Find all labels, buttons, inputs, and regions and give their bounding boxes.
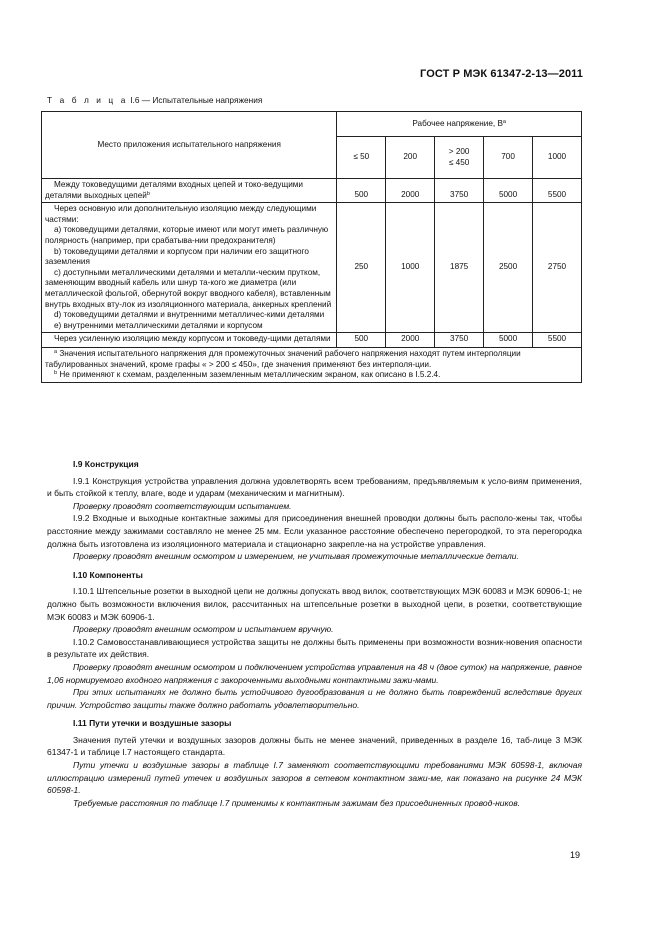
paragraph: Проверку проводят внешним осмотром и подключением устройства управления на 48 ч (двое суток) на напряжение, равное 1,06 нормируемого входного напряжения с закороченными выходными контактными зажи-мами. xyxy=(47,661,582,685)
section-heading: I.10 Компоненты xyxy=(73,569,143,580)
paragraph: Проверку проводят внешним осмотром и измерением, не учитывая промежуточные металлические детали. xyxy=(73,551,519,562)
col-header: 700 xyxy=(484,137,533,179)
paragraph: Пути утечки и воздушные зазоры в таблице I.7 заменяют соответствующими требованиями МЭК 60598-1, включая иллюстрацию измерений путей утечек и воздушных зазоров в сетевом контактном зажи-ме, как показано на рисунке 24 МЭК 60598-1. xyxy=(47,760,582,796)
body-text xyxy=(47,458,582,809)
page-number: 19 xyxy=(569,850,580,860)
paragraph: I.9.1 Конструкция устройства управления должна удовлетворять всем требованиям, предъявляемым к усло-виям применения, и быть стойкой к теплу, влаге, воде и ударам (механическим и магнитным). xyxy=(47,475,582,499)
section-heading: I.11 Пути утечки и воздушные зазоры xyxy=(73,718,232,729)
cell-value: 2000 xyxy=(386,179,435,203)
table-notes xyxy=(42,347,582,382)
paragraph: Проверку проводят внешним осмотром и испытанием вручную. xyxy=(73,624,334,635)
col-header: > 200 ≤ 450 xyxy=(435,137,484,179)
table-caption: Т а б л и ц а I.6 — Испытательные напряжения xyxy=(47,95,263,105)
paragraph: I.9.2 Входные и выходные контактные зажимы для присоединения внешней проводки должны быть располо-жены так, чтобы расстояние между зажимами составляло не менее 25 мм. Если указанное расстояние обеспечено перегородкой, то эта перегородка должна быть изготовлена из изоляционного материала и стационарно закрепле-на на устройстве управления. xyxy=(47,513,582,549)
cell-value: 5000 xyxy=(484,179,533,203)
document-header: ГОСТ Р МЭК 61347-2-13—2011 xyxy=(420,68,583,80)
test-voltage-table xyxy=(41,111,582,383)
paragraph: I.10.1 Штепсельные розетки в выходной цепи не должны допускать ввод вилок, соответствующих МЭК 60083 и МЭК 60906-1; не должно быть возможности включения вилок, рассчитанных на штепсельные розетки в выходной цепи, в розетки, соответствующие МЭК 60083 и МЭК 60906-1. xyxy=(47,586,582,622)
col-header: ≤ 50 xyxy=(337,137,386,179)
table-note: $^a$ Значения испытательного напряжения для промежуточных значений рабочего напряжения находят путем интерполяции табулированных значений, кроме графы « > 200 ≤ 450», где значения применяют без интерполя-ции. xyxy=(45,348,521,369)
cell-value: 3750 xyxy=(435,179,484,203)
cell-value: 1000 xyxy=(386,203,435,333)
table-row xyxy=(42,333,582,348)
cell-value: 500 xyxy=(337,179,386,203)
paragraph: I.10.2 Самовосстанавливающиеся устройства защиты не должны быть применены при возможности возник-новения опасности в результате их действия. xyxy=(47,636,582,660)
cell-value: 2500 xyxy=(484,203,533,333)
cell-value: 2000 xyxy=(386,333,435,348)
col-header-place: Место приложения испытательного напряжения xyxy=(42,112,337,179)
paragraph: При этих испытаниях не должно быть устойчивого дугообразования и не должно быть повреждений вследствие других причин. Устройство защиты также должно работать удовлетворительно. xyxy=(47,687,582,710)
paragraph: Требуемые расстояния по таблице I.7 применимы к контактным зажимам без присоединенных провод-ников. xyxy=(73,797,521,808)
paragraph: Значения путей утечки и воздушных зазоров должны быть не менее значений, приведенных в разделе 16, таб-лице 3 МЭК 61347-1 и таблице I.7 настоящего стандарта. xyxy=(47,734,582,758)
paragraph: Проверку проводят соответствующим испытанием. xyxy=(73,500,292,511)
row-label: Через усиленную изоляцию между корпусом и токоведу-щими деталями xyxy=(42,333,337,348)
cell-value: 5500 xyxy=(533,179,582,203)
cell-value: 5500 xyxy=(533,333,582,348)
table-note: $^b$ Не применяют к схемам, разделенным заземленным металлическим экраном, как описано в I.5.2.4. xyxy=(54,370,441,380)
cell-value: 500 xyxy=(337,333,386,348)
table-row xyxy=(42,203,582,333)
section-heading: I.9 Конструкция xyxy=(73,459,139,469)
cell-value: 2750 xyxy=(533,203,582,333)
cell-value: 250 xyxy=(337,203,386,333)
col-header: 200 xyxy=(386,137,435,179)
row-label: Через основную или дополнительную изоляцию между следующими частями: а) токоведущими деталями, которые имеют или могут иметь различную полярность (например, при срабатыва-нии предохранителя) b) токоведущими деталями и корпусом при наличии его защитного заземления с) доступными металлическими деталями и металли-ческим прутком, заменяющим вводный кабель или шнур та-кого же диаметра (или металлической фольгой, обернутой вокруг вводного кабеля), вставленным внутрь входных вту-лок из изоляционного материала, анкерных креплений d) токоведущими деталями и внутренними металличес-кими деталями e) внутренними металлическими деталями и корпусом xyxy=(42,203,337,333)
cell-value: 1875 xyxy=(435,203,484,333)
col-group-header: Рабочее напряжение, $В^а$ xyxy=(337,112,582,137)
cell-value: 3750 xyxy=(435,333,484,348)
cell-value: 5000 xyxy=(484,333,533,348)
col-header: 1000 xyxy=(533,137,582,179)
row-label: Между токоведущими деталями входных цепей и токо-ведущими деталями выходных цепей$^b$ xyxy=(42,179,337,203)
table-row xyxy=(42,179,582,203)
